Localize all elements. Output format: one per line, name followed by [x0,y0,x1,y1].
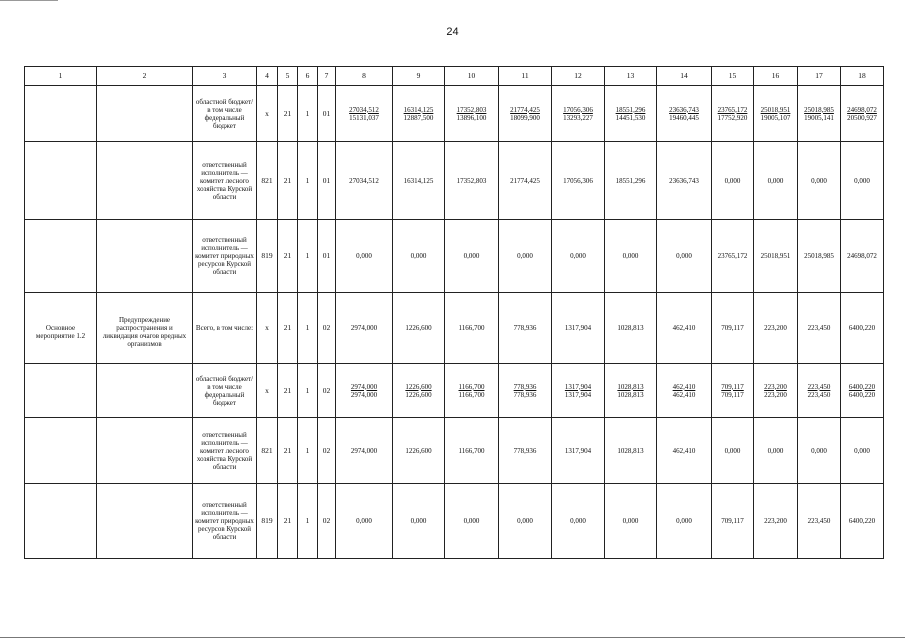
event-description-cell [97,220,193,293]
federal-budget-value: 20500,927 [847,113,877,122]
event-name-cell [25,364,97,418]
regional-budget-value: 23636,743 [669,105,699,114]
federal-budget-value: 223,450 [807,390,831,399]
regional-budget-value: 1226,600 [405,382,432,391]
value-cell: 778,936 [499,418,552,484]
column-header: 1 [25,67,97,86]
value-cell: 0,000 [605,484,657,559]
event-description-cell: Предупреждение распространения и ликвидация очагов вредных организмов [97,293,193,364]
code-cell: 1 [298,484,318,559]
regional-budget-value: 25018,951 [760,105,791,114]
value-cell [552,364,605,418]
regional-budget-value: 27034,512 [349,105,379,114]
value-cell: 27034,512 [336,142,393,220]
table-row [25,142,884,220]
value-cell: 0,000 [336,220,393,293]
federal-budget-value: 12887,500 [403,113,434,122]
code-cell: 01 [318,220,336,293]
federal-budget-value: 1166,700 [458,390,485,399]
event-name-cell [25,142,97,220]
executor-cell: ответственный исполнитель — комитет природных ресурсов Курской области [193,220,257,293]
column-header: 13 [605,67,657,86]
table-row [25,418,884,484]
code-cell: 21 [278,86,298,142]
value-cell [499,86,552,142]
value-cell: 1226,600 [393,418,445,484]
executor-cell: ответственный исполнитель — комитет природных ресурсов Курской области [193,484,257,559]
value-cell: 223,450 [798,484,841,559]
table-row [25,484,884,559]
value-cell [445,364,499,418]
code-cell: 21 [278,418,298,484]
column-header: 14 [657,67,712,86]
regional-budget-value: 24698,072 [847,105,877,114]
value-cell: 0,000 [657,220,712,293]
code-cell: 21 [278,142,298,220]
value-cell [798,364,841,418]
value-cell [712,364,754,418]
header-row [25,67,884,86]
value-cell: 0,000 [393,484,445,559]
regional-budget-value: 1317,904 [564,382,592,391]
regional-budget-value: 2974,000 [350,382,378,391]
regional-budget-value: 21774,425 [510,105,540,114]
value-cell: 778,936 [499,293,552,364]
federal-budget-value: 19460,445 [669,113,699,122]
event-name-cell [25,86,97,142]
value-cell: 0,000 [499,484,552,559]
value-cell: 223,200 [754,484,798,559]
value-cell: 0,000 [754,418,798,484]
federal-budget-value: 19005,107 [760,113,791,122]
regional-budget-value: 17352,803 [456,105,487,114]
value-cell: 0,000 [393,220,445,293]
value-cell: 0,000 [712,142,754,220]
value-cell: 0,000 [336,484,393,559]
executor-cell: ответственный исполнитель — комитет лесного хозяйства Курской области [193,142,257,220]
code-cell: 821 [257,418,278,484]
executor-cell: областной бюджет/в том числе федеральный бюджет [193,86,257,142]
value-cell: 25018,985 [798,220,841,293]
value-cell: 0,000 [798,142,841,220]
value-cell: 223,200 [754,293,798,364]
federal-budget-value: 1317,904 [564,390,592,399]
column-header: 16 [754,67,798,86]
value-cell: 0,000 [552,220,605,293]
value-cell: 709,117 [712,293,754,364]
value-cell: 709,117 [712,484,754,559]
value-cell: 17352,803 [445,142,499,220]
federal-budget-value: 18099,900 [510,113,540,122]
table-body [25,86,884,559]
value-cell: 0,000 [712,418,754,484]
federal-budget-value: 2974,000 [350,390,378,399]
regional-budget-value: 223,200 [764,382,787,391]
regional-budget-value: 18551,296 [615,105,646,114]
federal-budget-value: 13896,100 [456,113,487,122]
value-cell [798,86,841,142]
code-cell: 21 [278,293,298,364]
value-cell: 0,000 [499,220,552,293]
code-cell: x [257,364,278,418]
column-header: 18 [841,67,884,86]
value-cell [336,86,393,142]
value-cell: 462,410 [657,293,712,364]
federal-budget-value: 13293,227 [563,113,593,122]
value-cell: 2974,000 [336,293,393,364]
value-cell: 0,000 [754,142,798,220]
value-cell: 1317,904 [552,418,605,484]
code-cell: 1 [298,418,318,484]
column-header: 17 [798,67,841,86]
event-description-cell [97,418,193,484]
value-cell: 1028,813 [605,293,657,364]
value-cell: 0,000 [841,418,884,484]
federal-budget-value: 19005,141 [804,113,834,122]
code-cell: 02 [318,418,336,484]
value-cell: 6400,220 [841,484,884,559]
code-cell: 1 [298,220,318,293]
bottom-rule [0,637,905,638]
value-cell [552,86,605,142]
value-cell [445,86,499,142]
value-cell [605,86,657,142]
event-name-cell [25,220,97,293]
event-description-cell [97,364,193,418]
code-cell: x [257,293,278,364]
code-cell: 21 [278,364,298,418]
code-cell: 21 [278,484,298,559]
regional-budget-value: 23765,172 [717,105,748,114]
value-cell: 1028,813 [605,418,657,484]
code-cell: 819 [257,484,278,559]
event-name-cell: Основное мероприятие 1.2 [25,293,97,364]
value-cell: 0,000 [841,142,884,220]
federal-budget-value: 17752,920 [717,113,748,122]
federal-budget-value: 223,200 [764,390,787,399]
code-cell: 1 [298,364,318,418]
code-cell: 821 [257,142,278,220]
value-cell [841,364,884,418]
column-header: 11 [499,67,552,86]
federal-budget-value: 1226,600 [405,390,432,399]
column-header: 8 [336,67,393,86]
regional-budget-value: 6400,220 [848,382,876,391]
event-name-cell [25,484,97,559]
column-header: 4 [257,67,278,86]
value-cell: 223,450 [798,293,841,364]
table-row [25,293,884,364]
value-cell: 1166,700 [445,418,499,484]
value-cell: 23765,172 [712,220,754,293]
column-header: 2 [97,67,193,86]
budget-table [24,66,884,559]
value-cell: 0,000 [445,484,499,559]
code-cell: 02 [318,364,336,418]
regional-budget-value: 16314,125 [403,105,434,114]
code-cell: 1 [298,293,318,364]
regional-budget-value: 25018,985 [804,105,834,114]
federal-budget-value: 778,936 [513,390,537,399]
federal-budget-value: 14451,530 [615,113,646,122]
value-cell: 0,000 [445,220,499,293]
value-cell: 462,410 [657,418,712,484]
value-cell: 23636,743 [657,142,712,220]
regional-budget-value: 1028,813 [617,382,644,391]
page-number: 24 [446,26,459,38]
column-header: 3 [193,67,257,86]
value-cell [605,364,657,418]
regional-budget-value: 223,450 [807,382,831,391]
federal-budget-value: 6400,220 [848,390,876,399]
code-cell: 1 [298,142,318,220]
column-header: 5 [278,67,298,86]
event-description-cell [97,484,193,559]
event-description-cell [97,142,193,220]
value-cell: 1226,600 [393,293,445,364]
code-cell: x [257,86,278,142]
regional-budget-value: 1166,700 [458,382,485,391]
federal-budget-value: 1028,813 [617,390,644,399]
column-header: 12 [552,67,605,86]
table-row [25,364,884,418]
executor-cell: ответственный исполнитель — комитет лесного хозяйства Курской области [193,418,257,484]
value-cell [393,364,445,418]
value-cell: 18551,296 [605,142,657,220]
code-cell: 21 [278,220,298,293]
regional-budget-value: 17056,306 [563,105,593,114]
code-cell: 02 [318,293,336,364]
value-cell [754,86,798,142]
value-cell [712,86,754,142]
value-cell: 25018,951 [754,220,798,293]
value-cell: 17056,306 [552,142,605,220]
value-cell: 21774,425 [499,142,552,220]
value-cell: 0,000 [657,484,712,559]
regional-budget-value: 462,410 [672,382,696,391]
top-rule [0,0,58,1]
value-cell [841,86,884,142]
code-cell: 1 [298,86,318,142]
code-cell: 02 [318,484,336,559]
federal-budget-value: 15131,037 [349,113,379,122]
value-cell: 0,000 [605,220,657,293]
column-header: 7 [318,67,336,86]
column-header: 15 [712,67,754,86]
regional-budget-value: 778,936 [513,382,537,391]
value-cell: 16314,125 [393,142,445,220]
value-cell: 6400,220 [841,293,884,364]
value-cell [657,364,712,418]
value-cell [657,86,712,142]
federal-budget-value: 709,117 [721,390,744,399]
value-cell [336,364,393,418]
value-cell: 0,000 [552,484,605,559]
column-header: 10 [445,67,499,86]
table-row [25,220,884,293]
executor-cell: Всего, в том числе: [193,293,257,364]
table-row [25,86,884,142]
code-cell: 01 [318,86,336,142]
federal-budget-value: 462,410 [672,390,696,399]
executor-cell: областной бюджет/в том числе федеральный бюджет [193,364,257,418]
column-header: 9 [393,67,445,86]
value-cell: 1317,904 [552,293,605,364]
code-cell: 819 [257,220,278,293]
value-cell [393,86,445,142]
value-cell [754,364,798,418]
value-cell: 2974,000 [336,418,393,484]
column-header: 6 [298,67,318,86]
regional-budget-value: 709,117 [721,382,744,391]
event-description-cell [97,86,193,142]
value-cell: 0,000 [798,418,841,484]
value-cell: 24698,072 [841,220,884,293]
value-cell [499,364,552,418]
value-cell: 1166,700 [445,293,499,364]
event-name-cell [25,418,97,484]
code-cell: 01 [318,142,336,220]
